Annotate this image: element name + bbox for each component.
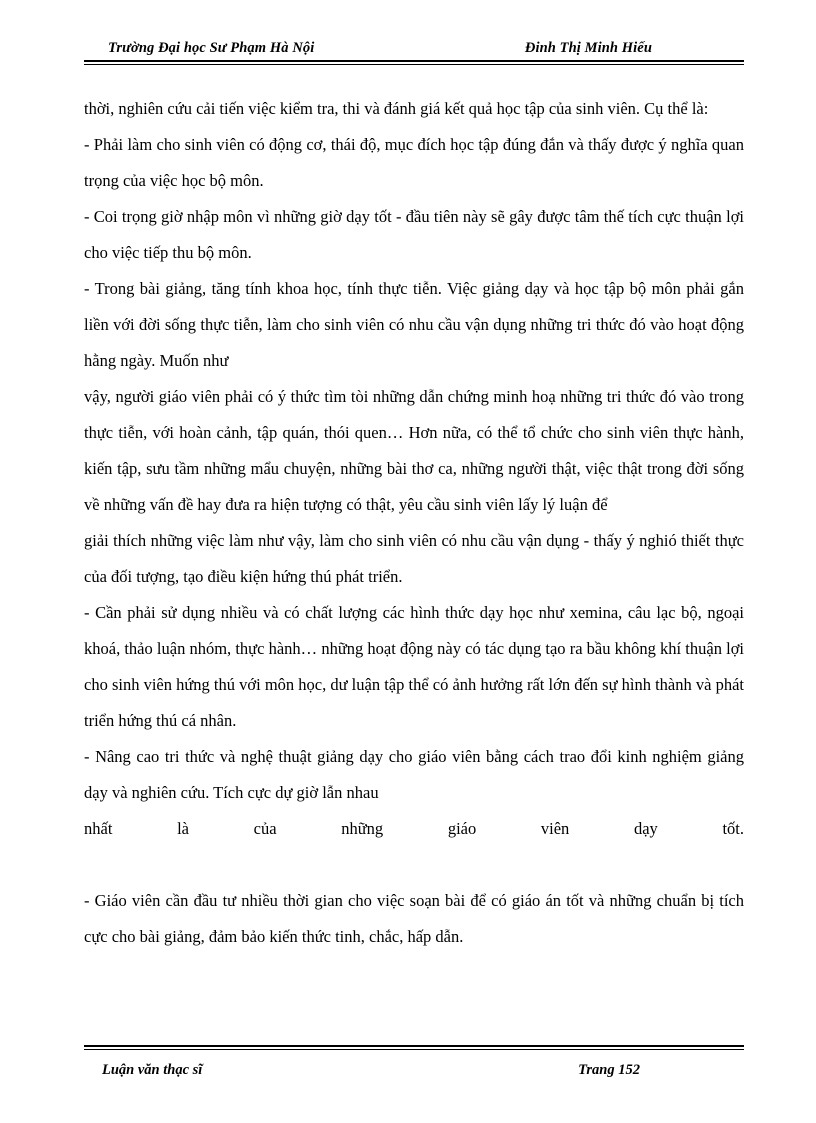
header-author: Đinh Thị Minh Hiếu (524, 40, 652, 56)
paragraph-8: - Nâng cao tri thức và nghệ thuật giảng dạy cho giáo viên bằng cách trao đổi kinh nghiệm giảng dạy và nghiên cứu. Tích cực dự giờ lẫn nhau (84, 747, 744, 802)
footer-page-number: Trang 152 (578, 1062, 640, 1078)
footer-divider (84, 1045, 744, 1050)
header-divider (84, 60, 744, 65)
paragraph-5: vậy, người giáo viên phải có ý thức tìm tòi những dẫn chứng minh hoạ những tri thức đó vào trong thực tiễn, với hoàn cảnh, tập quán, thói quen… Hơn nữa, có thể tổ chức cho sinh viên thực hành, kiến tập, sưu tầm những mẩu chuyện, những bài thơ ca, những người thật, việc thật trong đời sống về những vấn đề hay đưa ra hiện tượng có thật, yêu cầu sinh viên lấy lý luận để (84, 387, 744, 514)
page-footer (84, 1045, 744, 1079)
paragraph-2: - Phải làm cho sinh viên có động cơ, thái độ, mục đích học tập đúng đắn và thấy được ý nghĩa quan trọng của việc học bộ môn. (84, 135, 744, 190)
header-institution: Trường Đại học Sư Phạm Hà Nội (108, 40, 315, 56)
paragraph-7: - Cần phải sử dụng nhiều và có chất lượng các hình thức dạy học như xemina, câu lạc bộ, ngoại khoá, thảo luận nhóm, thực hành… những hoạt động này có tác dụng tạo ra bầu không khí thuận lợi cho sinh viên hứng thú với môn học, dư luận tập thể có ảnh hưởng rất lớn đến sự hình thành và phát triển hứng thú cá nhân. (84, 603, 744, 730)
paragraph-10: - Giáo viên cần đầu tư nhiều thời gian cho việc soạn bài để có giáo án tốt và những chuẩn bị tích cực cho bài giảng, đảm bảo kiến thức tinh, chắc, hấp dẫn. (84, 891, 744, 946)
paragraph-9: nhất là của những giáo viên dạy tốt. (84, 819, 744, 838)
paragraph-6: giải thích những việc làm như vậy, làm cho sinh viên có nhu cầu vận dụng - thấy ý nghió thiết thực của đối tượng, tạo điều kiện hứng thú phát triển. (84, 531, 744, 586)
paragraph-3: - Coi trọng giờ nhập môn vì những giờ dạy tốt - đầu tiên này sẽ gây được tâm thế tích cực thuận lợi cho việc tiếp thu bộ môn. (84, 207, 744, 262)
paragraph-1: thời, nghiên cứu cải tiến việc kiểm tra, thi và đánh giá kết quả học tập của sinh viên. Cụ thể là: (84, 99, 709, 118)
document-body (84, 91, 744, 955)
footer-doc-type: Luận văn thạc sĩ (102, 1062, 203, 1078)
page-header (84, 40, 744, 59)
paragraph-4: - Trong bài giảng, tăng tính khoa học, tính thực tiễn. Việc giảng dạy và học tập bộ môn phải gắn liền với đời sống thực tiễn, làm cho sinh viên có nhu cầu vận dụng những tri thức đó vào hoạt động hằng ngày. Muốn như (84, 279, 744, 370)
